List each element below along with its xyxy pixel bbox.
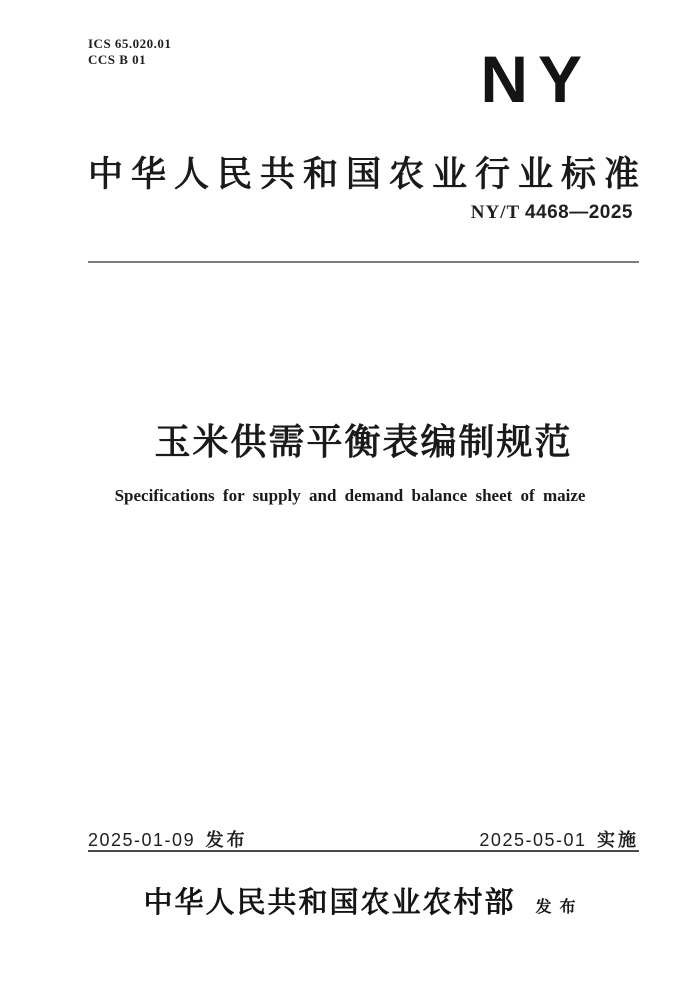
implementation-date-label: 实施 [597, 830, 639, 850]
bottom-divider [88, 850, 639, 852]
publisher-line [88, 880, 639, 921]
top-divider [88, 261, 639, 263]
ny-logo: NY [480, 42, 592, 116]
header-title: 中华人民共和国农业行业标准 [88, 155, 648, 194]
classification-block [88, 36, 171, 68]
issue-date-label: 发布 [205, 830, 248, 850]
ccs-line: CCS B 01 [88, 52, 147, 67]
implementation-date: 2025-05-01 [479, 830, 587, 850]
standard-number-code: 4468—2025 [524, 202, 633, 223]
standard-number-prefix: NY/T [470, 202, 521, 223]
issue-date-group [88, 826, 248, 852]
ics-line: ICS 65.020.01 [88, 36, 172, 51]
implementation-date-group [479, 826, 639, 852]
publisher-suffix: 发布 [535, 899, 584, 916]
document-title-zh: 玉米供需平衡表编制规范 [154, 421, 573, 462]
dates-row [88, 826, 639, 852]
publisher-name: 中华人民共和国农业农村部 [143, 887, 516, 919]
issue-date: 2025-01-09 [88, 830, 196, 850]
document-title-en: Specifications for supply and demand balance sheet of maize [114, 486, 586, 505]
standard-number [471, 202, 633, 224]
